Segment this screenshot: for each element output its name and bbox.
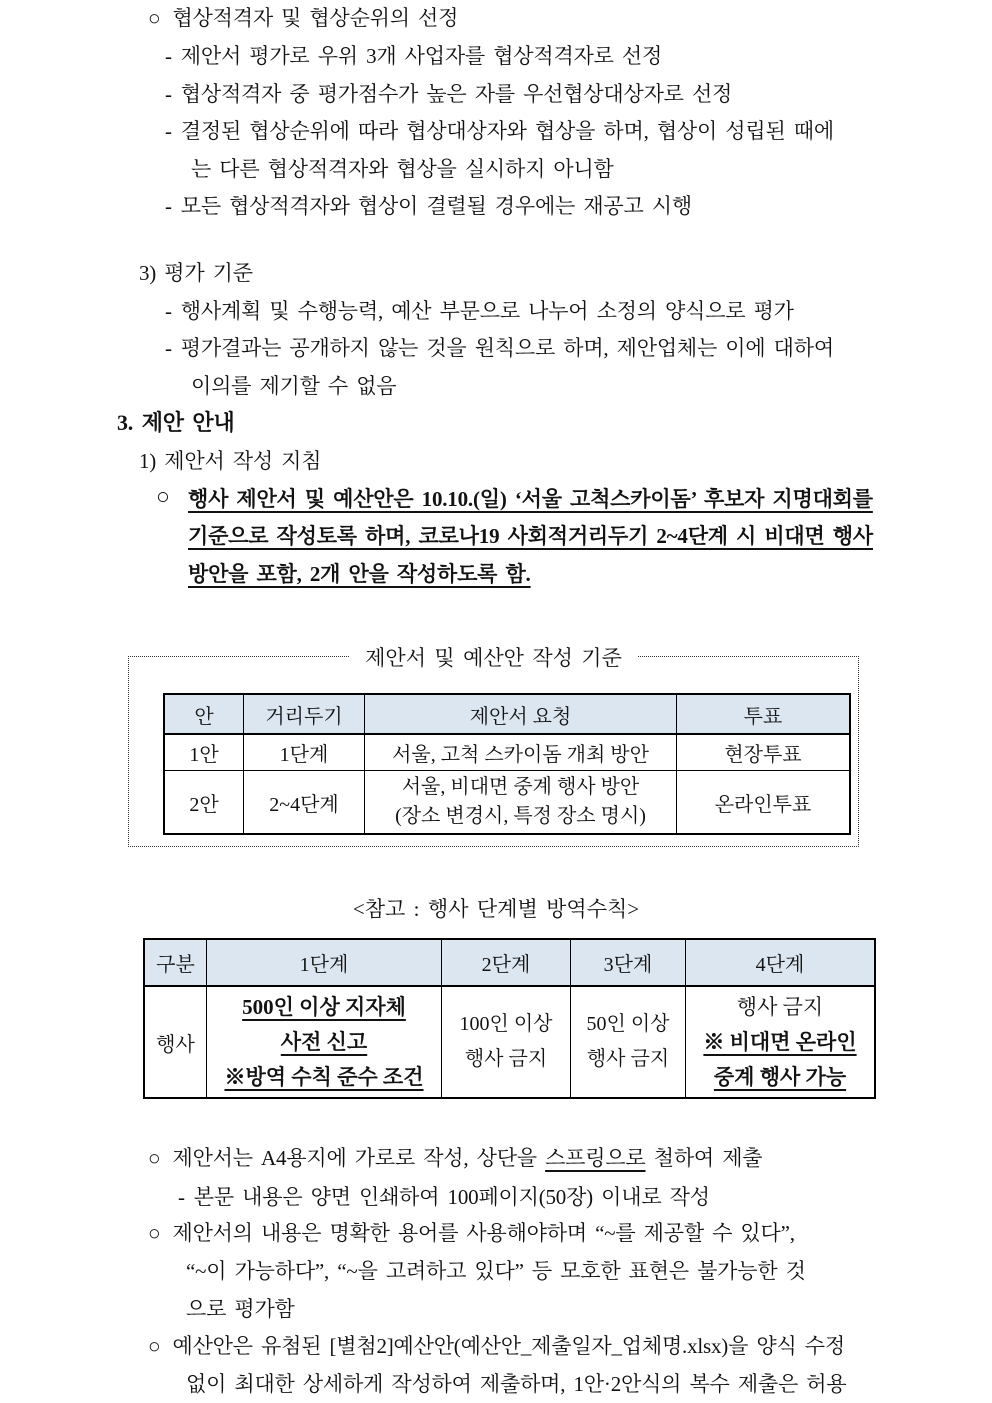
negotiation-item-1: - 제안서 평가로 우위 3개 사업자를 협상적격자로 선정 (165, 44, 663, 68)
criteria-header-plan: 안 (164, 694, 244, 734)
circle-bullet: ○ (156, 484, 170, 509)
submission-item-1: ○ 제안서는 A4용지에 가로로 작성, 상단을 스프링으로 철하여 제출 (148, 1146, 763, 1170)
negotiation-item-2: - 협상적격자 중 평가점수가 높은 자를 우선협상대상자로 선정 (165, 82, 733, 106)
negotiation-item-4: - 모든 협상적격자와 협상이 결렬될 경우에는 재공고 시행 (165, 194, 692, 218)
proposal-heading: 3. 제안 안내 (117, 410, 235, 435)
circle-bullet: ○ (148, 1221, 161, 1245)
negotiation-title-line (148, 4, 458, 32)
table-row (164, 771, 850, 835)
cell-plan: 2안 (164, 771, 244, 835)
cell-step4: 행사 금지 ※ 비대면 온라인 중계 행사 가능 (686, 986, 876, 1098)
table-row (164, 734, 850, 771)
quarantine-header-step2: 2단계 (442, 939, 571, 986)
submission-item-2-line-2: “~이 가능하다”, “~을 고려하고 있다” 등 모호한 표현은 불가능한 것 (186, 1259, 806, 1283)
cell-request: 서울, 고척 스카이돔 개최 방안 (365, 734, 677, 771)
evaluation-heading: 3) 평가 기준 (139, 261, 253, 285)
cell-category: 행사 (144, 986, 207, 1098)
quarantine-header-step4: 4단계 (686, 939, 876, 986)
quarantine-header-step1: 1단계 (207, 939, 442, 986)
cell-vote: 현장투표 (677, 734, 851, 771)
submission-item-3-line-1: ○ 예산안은 유첨된 [별첨2]예산안(예산안_제출일자_업체명.xlsx)을 양식 수정 (148, 1334, 845, 1358)
proposal-guide-line-2: 기준으로 작성토록 하며, 코로나19 사회적거리두기 2~4단계 시 비대면 행사 (188, 524, 873, 548)
proposal-guide-bullet (156, 483, 170, 511)
cell-step3: 50인 이상 행사 금지 (571, 986, 686, 1098)
dash-bullet: - (165, 119, 172, 143)
proposal-guide-line-3: 방안을 포함, 2개 안을 작성하도록 함. (188, 562, 531, 586)
negotiation-item-3-line-1: - 결정된 협상순위에 따라 협상대상자와 협상을 하며, 협상이 성립된 때에 (165, 119, 834, 143)
dash-bullet: - (165, 82, 172, 106)
dash-bullet: - (165, 299, 172, 323)
quarantine-header-category: 구분 (144, 939, 207, 986)
cell-distancing: 2~4단계 (244, 771, 365, 835)
negotiation-item-3-line-2: 는 다른 협상적격자와 협상을 실시하지 아니함 (191, 157, 614, 181)
cell-distancing: 1단계 (244, 734, 365, 771)
submission-item-1-sub: - 본문 내용은 양면 인쇄하여 100페이지(50장) 이내로 작성 (178, 1185, 710, 1209)
submission-item-2-line-1: ○ 제안서의 내용은 명확한 용어를 사용해야하며 “~를 제공할 수 있다”, (148, 1221, 795, 1245)
submission-item-3-line-2: 없이 최대한 상세하게 작성하여 제출하며, 1안·2안식의 복수 제출은 허용 (186, 1372, 847, 1396)
dash-bullet: - (165, 194, 172, 218)
circle-bullet: ○ (148, 6, 161, 30)
table-row (144, 986, 875, 1098)
quarantine-rules-table (143, 938, 876, 1099)
dash-bullet: - (165, 336, 172, 360)
quarantine-table-title: <참고 : 행사 단계별 방역수칙> (352, 897, 640, 921)
proposal-criteria-table (163, 693, 851, 835)
cell-plan: 1안 (164, 734, 244, 771)
cell-vote: 온라인투표 (677, 771, 851, 835)
criteria-header-request: 제안서 요청 (365, 694, 677, 734)
evaluation-item-1: - 행사계획 및 수행능력, 예산 부문으로 나누어 소정의 양식으로 평가 (165, 299, 794, 323)
evaluation-item-2-line-1: - 평가결과는 공개하지 않는 것을 원칙으로 하며, 제안업체는 이에 대하여 (165, 336, 834, 360)
criteria-header-distancing: 거리두기 (244, 694, 365, 734)
cell-request: 서울, 비대면 중계 행사 방안 (장소 변경시, 특정 장소 명시) (365, 771, 677, 835)
cell-step2: 100인 이상 행사 금지 (442, 986, 571, 1098)
evaluation-item-2-line-2: 이의를 제기할 수 없음 (191, 374, 397, 398)
circle-bullet: ○ (148, 1146, 161, 1170)
negotiation-title: 협상적격자 및 협상순위의 선정 (172, 6, 459, 30)
criteria-box-title: 제안서 및 예산안 작성 기준 (349, 642, 638, 672)
dash-bullet: - (178, 1185, 185, 1209)
proposal-guide-line-1: 행사 제안서 및 예산안은 10.10.(일) ‘서울 고척스카이돔’ 후보자 지명대회를 (188, 487, 873, 511)
submission-item-2-line-3: 으로 평가함 (186, 1297, 295, 1321)
proposal-subheading: 1) 제안서 작성 지침 (139, 449, 322, 473)
cell-step1: 500인 이상 지자체 사전 신고 ※방역 수칙 준수 조건 (207, 986, 442, 1098)
dash-bullet: - (165, 44, 172, 68)
circle-bullet: ○ (148, 1334, 161, 1358)
criteria-header-vote: 투표 (677, 694, 851, 734)
quarantine-header-step3: 3단계 (571, 939, 686, 986)
